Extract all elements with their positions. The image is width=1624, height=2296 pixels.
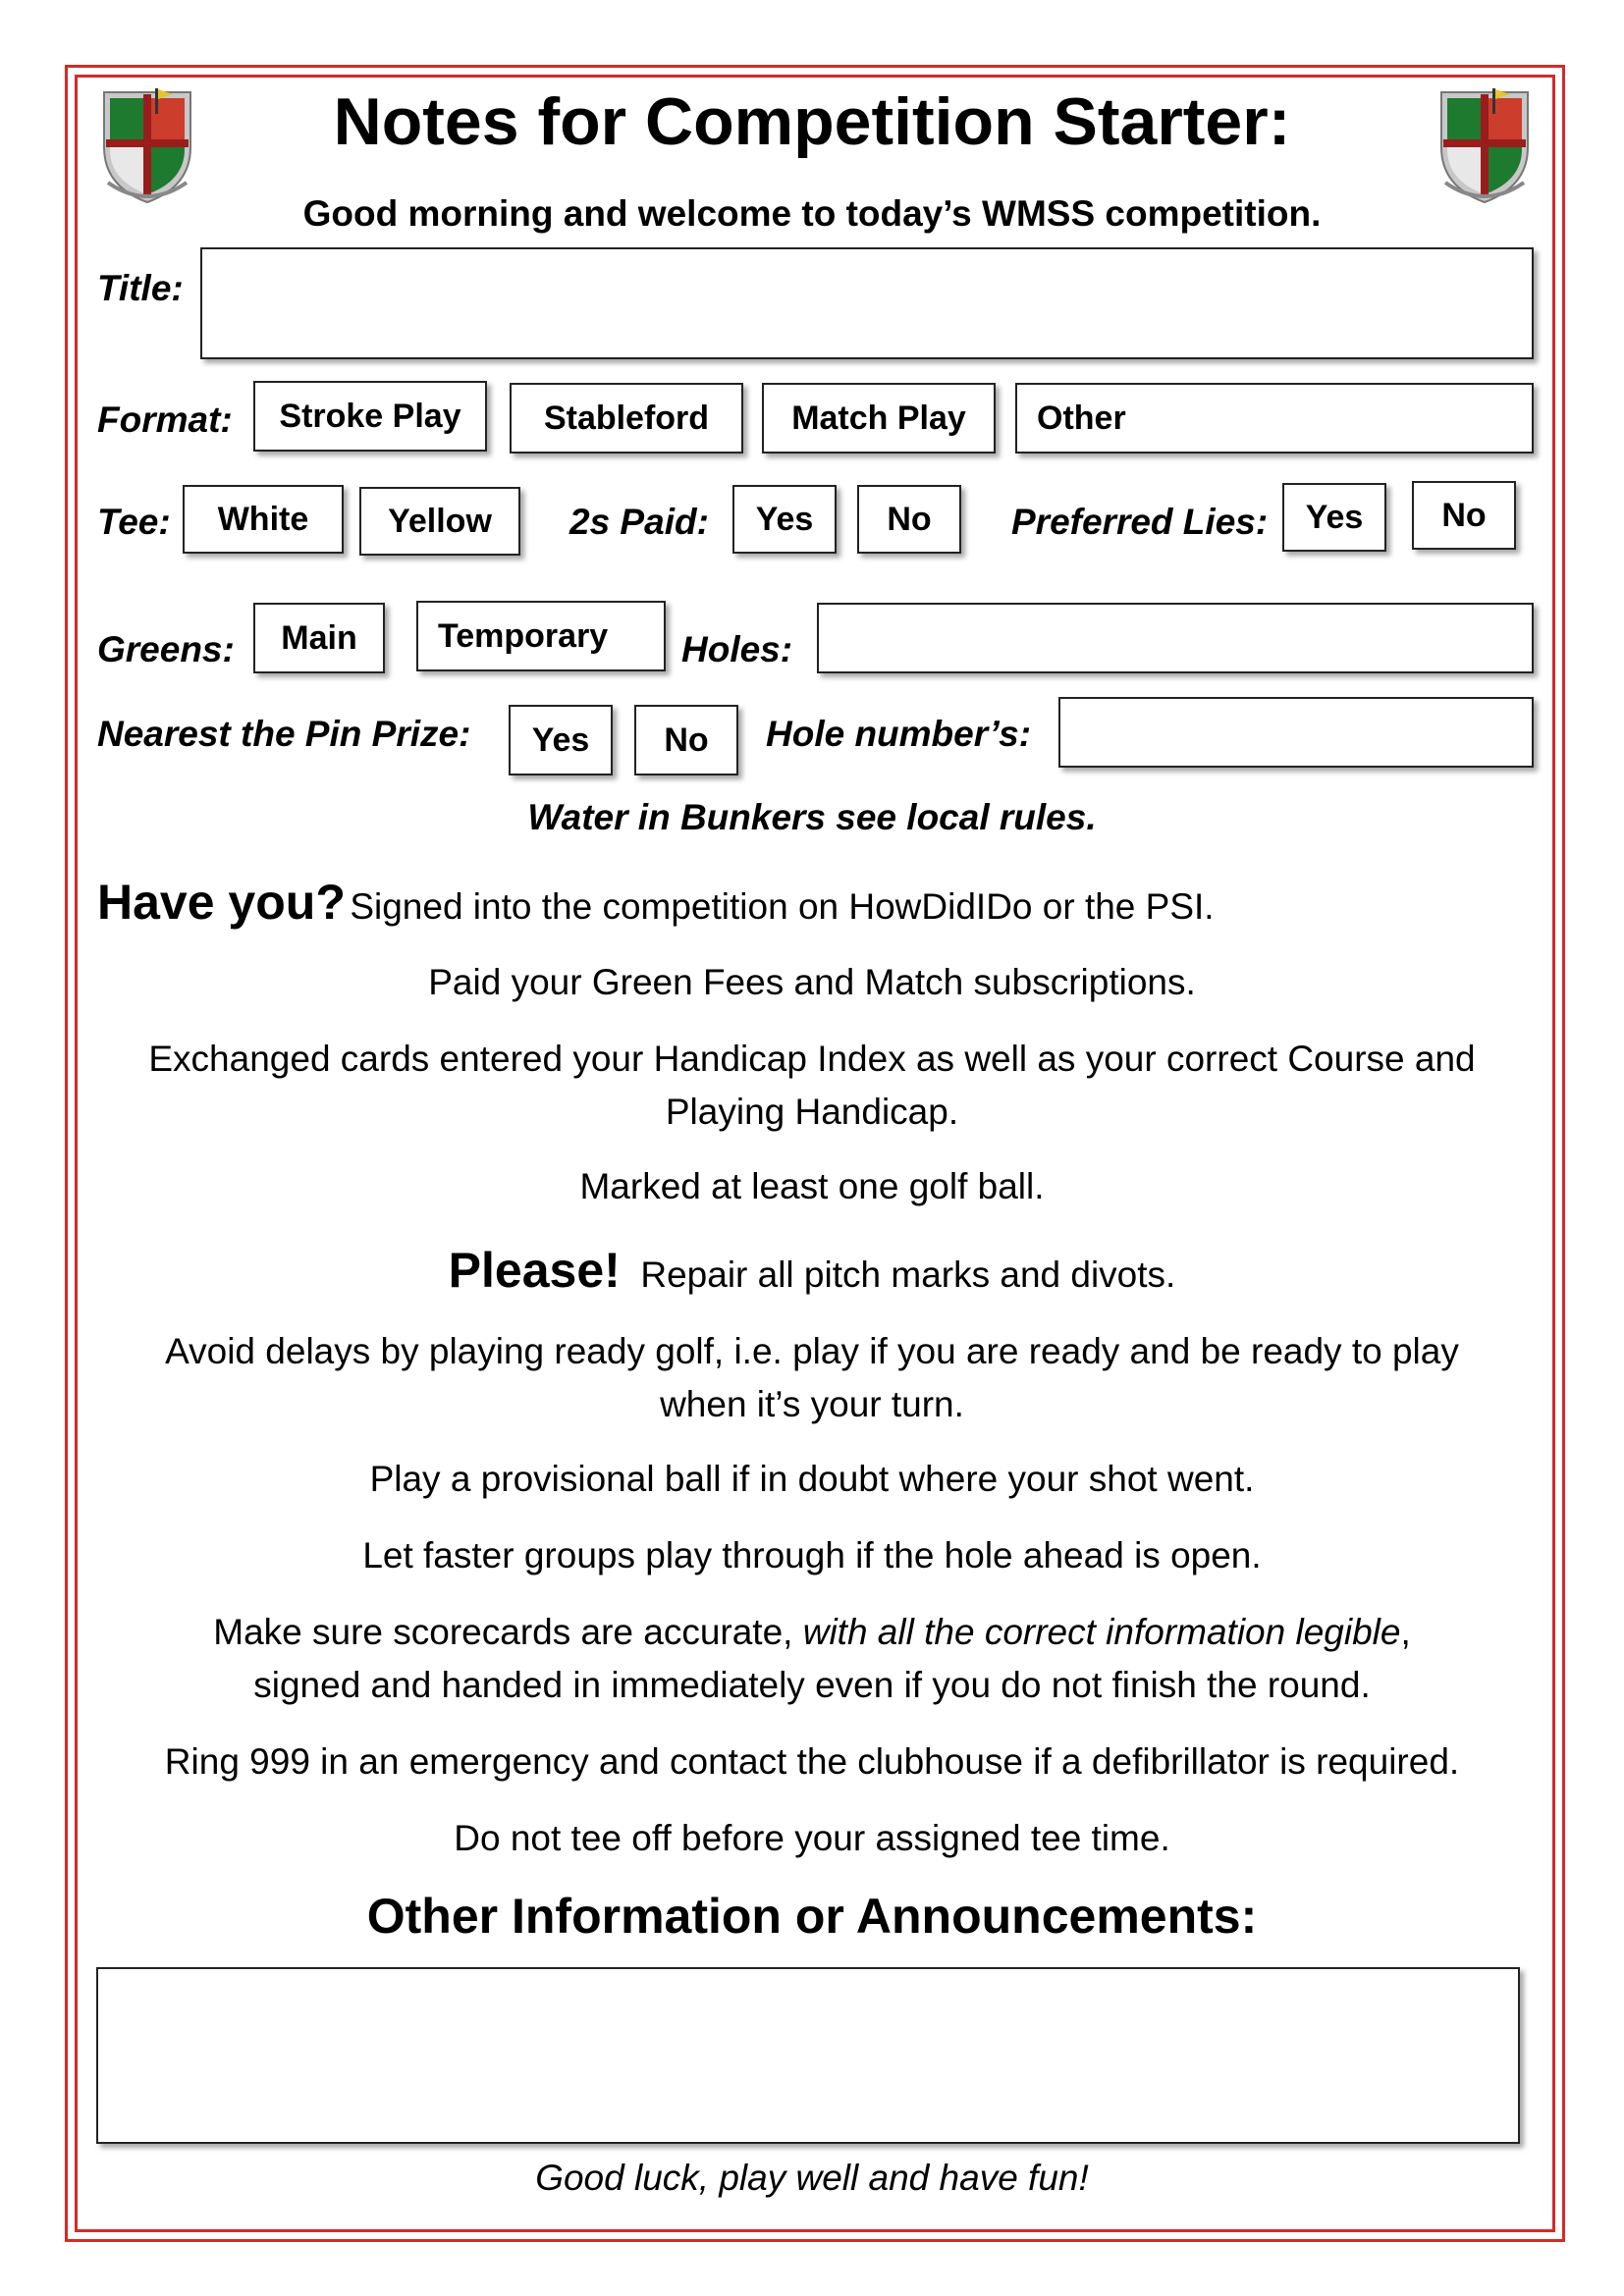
nearest-pin-yes[interactable]: Yes	[509, 705, 613, 775]
hole-numbers-input[interactable]	[1058, 697, 1534, 768]
scorecards-comma: ,	[1400, 1612, 1411, 1652]
footer-message: Good luck, play well and have fun!	[535, 2158, 1089, 2198]
preferred-lies-no[interactable]: No	[1412, 481, 1516, 550]
water-bunkers-note: Water in Bunkers see local rules.	[527, 797, 1097, 837]
format-option-stroke-play[interactable]: Stroke Play	[253, 381, 487, 452]
please-lead: Please!	[448, 1243, 621, 1298]
welcome-subtitle: Good morning and welcome to today’s WMSS competition.	[302, 193, 1322, 234]
hole-numbers-label: Hole number’s:	[766, 714, 1032, 754]
twos-paid-no[interactable]: No	[857, 485, 961, 554]
page-title: Notes for Competition Starter:	[333, 84, 1291, 159]
format-option-stableford[interactable]: Stableford	[510, 383, 743, 454]
checklist-item: Exchanged cards entered your Handicap Index as well as your correct Course and	[148, 1039, 1476, 1079]
title-input[interactable]	[200, 247, 1534, 359]
checklist-first-line	[97, 872, 1215, 945]
preferred-lies-yes[interactable]: Yes	[1282, 483, 1386, 552]
please-item: Ring 999 in an emergency and contact the clubhouse if a defibrillator is required.	[164, 1741, 1460, 1782]
checklist-item: Playing Handicap.	[665, 1092, 959, 1132]
twos-paid-label: 2s Paid:	[569, 502, 709, 542]
nearest-pin-no[interactable]: No	[634, 705, 738, 775]
nearest-pin-label: Nearest the Pin Prize:	[97, 714, 471, 754]
please-item: Let faster groups play through if the hole ahead is open.	[362, 1535, 1262, 1575]
please-item: Play a provisional ball if in doubt where your shot went.	[369, 1459, 1255, 1499]
have-you-lead: Have you?	[97, 875, 346, 930]
tee-option-yellow[interactable]: Yellow	[359, 487, 520, 556]
please-item: signed and handed in immediately even if you do not finish the round.	[253, 1665, 1371, 1705]
format-option-other[interactable]: Other	[1015, 383, 1534, 454]
please-item: when it’s your turn.	[660, 1384, 964, 1424]
preferred-lies-label: Preferred Lies:	[1011, 502, 1269, 542]
please-item-scorecards	[94, 1606, 1530, 1659]
checklist-item: Paid your Green Fees and Match subscriptions.	[428, 962, 1196, 1002]
holes-label: Holes:	[681, 629, 793, 669]
other-info-heading: Other Information or Announcements:	[366, 1889, 1258, 1944]
tee-option-white[interactable]: White	[183, 485, 344, 554]
format-label: Format:	[97, 400, 233, 440]
please-first-line	[94, 1239, 1530, 1307]
scorecards-text: Make sure scorecards are accurate,	[213, 1612, 803, 1652]
tee-label: Tee:	[97, 502, 171, 542]
title-label: Title:	[97, 268, 184, 308]
twos-paid-yes[interactable]: Yes	[732, 485, 837, 554]
format-option-match-play[interactable]: Match Play	[762, 383, 996, 454]
please-item: Repair all pitch marks and divots.	[640, 1255, 1176, 1295]
holes-input[interactable]	[817, 603, 1534, 673]
checklist-item: Marked at least one golf ball.	[579, 1166, 1045, 1206]
please-item: Do not tee off before your assigned tee time.	[454, 1818, 1170, 1858]
scorecards-italic-text: with all the correct information legible	[802, 1612, 1401, 1652]
greens-option-main[interactable]: Main	[253, 603, 385, 673]
other-info-textarea[interactable]	[96, 1967, 1520, 2144]
greens-label: Greens:	[97, 629, 235, 669]
greens-option-temporary[interactable]: Temporary	[416, 601, 666, 671]
checklist-item: Signed into the competition on HowDidIDo or the PSI.	[350, 886, 1215, 927]
please-item: Avoid delays by playing ready golf, i.e. play if you are ready and be ready to play	[165, 1331, 1459, 1371]
